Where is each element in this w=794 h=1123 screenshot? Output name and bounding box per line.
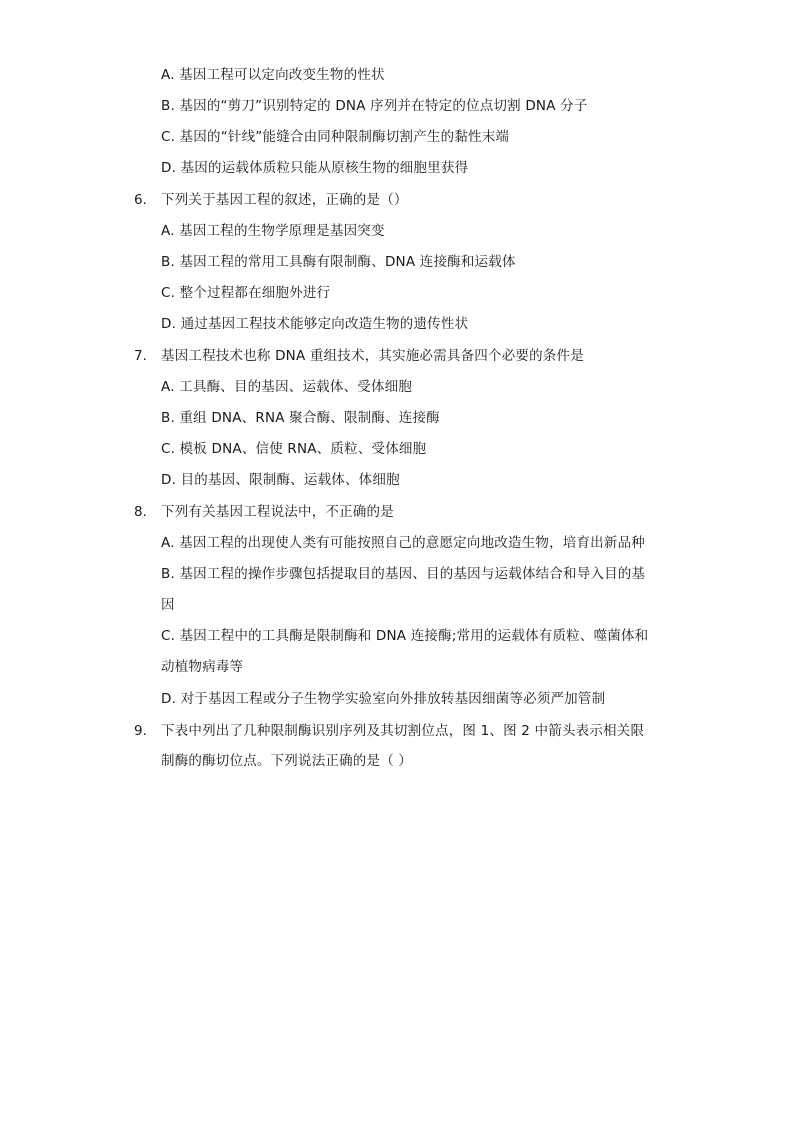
q8-number: 8. [134, 504, 147, 520]
q6-option-b: B. 基因工程的常用工具酶有限制酶、DNA 连接酶和运载体 [161, 254, 516, 270]
q5-option-a: A. 基因工程可以定向改变生物的性状 [161, 67, 385, 83]
q6-number: 6. [134, 192, 147, 208]
q6-option-a: A. 基因工程的生物学原理是基因突变 [161, 223, 385, 239]
q9-stem-line1: 下表中列出了几种限制酶识别序列及其切割位点，图 1、图 2 中箭头表示相关限 [161, 723, 645, 739]
q7-option-b: B. 重组 DNA、RNA 聚合酶、限制酶、连接酶 [161, 410, 440, 426]
q5-option-c: C. 基因的“针线”能缝合由同种限制酶切割产生的黏性末端 [161, 129, 510, 145]
q8-option-a: A. 基因工程的出现使人类有可能按照自己的意愿定向地改造生物，培育出新品种 [161, 535, 645, 551]
q7-option-a: A. 工具酶、目的基因、运载体、受体细胞 [161, 379, 413, 395]
q8-option-c: C. 基因工程中的工具酶是限制酶和 DNA 连接酶;常用的运载体有质粒、噬菌体和 [161, 628, 649, 644]
q8-option-d: D. 对于基因工程或分子生物学实验室向外排放转基因细菌等必须严加管制 [161, 691, 606, 707]
q5-option-d: D. 基因的运载体质粒只能从原核生物的细胞里获得 [161, 160, 469, 176]
q7-option-c: C. 模板 DNA、信使 RNA、质粒、受体细胞 [161, 441, 427, 457]
q8-option-b-cont: 因 [161, 597, 175, 613]
q6-stem: 下列关于基因工程的叙述，正确的是（） [161, 192, 408, 208]
q8-stem: 下列有关基因工程说法中，不正确的是 [161, 504, 394, 520]
q9-stem-line2: 制酶的酶切位点。下列说法正确的是（ ） [161, 753, 413, 769]
q6-option-d: D. 通过基因工程技术能够定向改造生物的遗传性状 [161, 316, 469, 332]
q8-option-b: B. 基因工程的操作步骤包括提取目的基因、目的基因与运载体结合和导入目的基 [161, 566, 646, 582]
q7-option-d: D. 目的基因、限制酶、运载体、体细胞 [161, 472, 400, 488]
q6-option-c: C. 整个过程都在细胞外进行 [161, 285, 331, 301]
q7-number: 7. [134, 348, 147, 364]
q9-number: 9. [134, 723, 147, 739]
q5-option-b: B. 基因的“剪刀”识别特定的 DNA 序列并在特定的位点切割 DNA 分子 [161, 98, 588, 114]
q8-option-c-cont: 动植物病毒等 [161, 659, 244, 675]
q7-stem: 基因工程技术也称 DNA 重组技术，其实施必需具备四个必要的条件是 [161, 348, 584, 364]
